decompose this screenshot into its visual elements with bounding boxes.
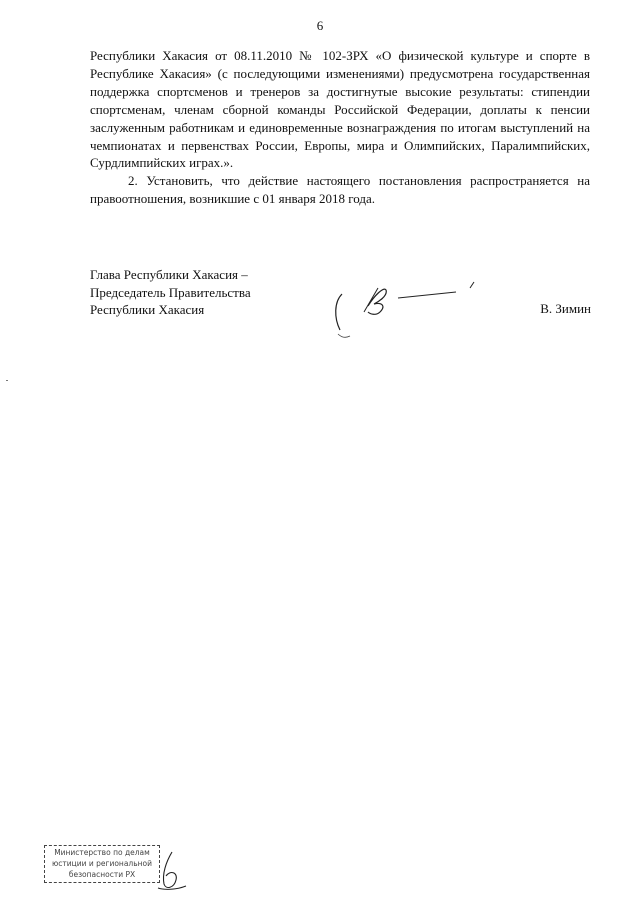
signatory-title-line-1: Глава Республики Хакасия – (90, 267, 248, 282)
page-number: 6 (316, 18, 324, 33)
document-body (90, 47, 590, 208)
handwritten-signature (328, 272, 488, 342)
signatory-title-line-2: Председатель Правительства (90, 284, 251, 300)
approval-stamp (34, 838, 194, 898)
paragraph-continuation: Республики Хакасия от 08.11.2010 № 102-ЗРХ «О физической культуре и спорте в Республике Хакасия» (с последующими изменениями) предусмотрена государственная поддержка спортсменов и тренеров за достигнутые высокие результаты: стипендии спортсменам, членам сборной команды Российской Федерации, доплаты к пенсии заслуженным работникам и единовременные вознаграждения по итогам выступлений на чемпионатах и первенствах России, Европы, мира и Олимпийских, Паралимпийских, Сурдлимпийских играх.». (90, 48, 590, 171)
paragraph-item-2: 2. Установить, что действие настоящего постановления распространяется на правоотношения, возникшие с 01 января 2018 года. (90, 173, 590, 207)
stamp-line-2: юстиции и региональной (51, 859, 153, 868)
stamp-line-3: безопасности РХ (68, 870, 136, 879)
margin-mark (6, 380, 8, 381)
stamp-line-1: Министерство по делам (54, 848, 150, 857)
stamp-signature (152, 848, 192, 898)
signatory-title (90, 266, 251, 319)
stamp-box (44, 845, 160, 883)
signer-name: В. Зимин (540, 301, 591, 316)
signatory-title-line-3: Республики Хакасия (90, 302, 205, 317)
